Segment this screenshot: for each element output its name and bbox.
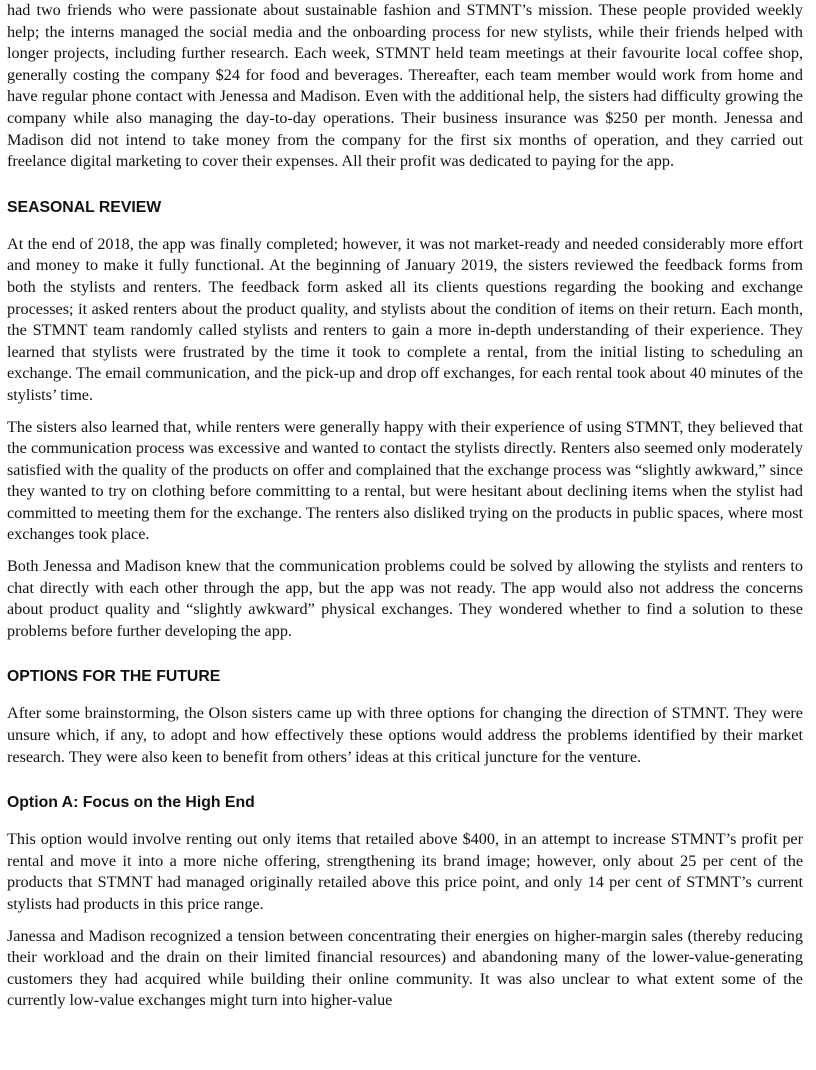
heading-options-future: OPTIONS FOR THE FUTURE — [7, 668, 221, 686]
paragraph-option-a-description: This option would involve renting out only items that retailed above $400, in an attempt to increase STMNT’s profit per rental and move it into a more niche offering, strengthening its brand image; however, only about 25 per cent of the products that STMNT had managed originally retailed above this price point, and only 14 per cent of STMNT’s current stylists had products in this price range. — [7, 830, 803, 913]
paragraph-option-a-tension: Janessa and Madison recognized a tension between concentrating their energies on higher-margin sales (thereby reducing their workload and the drain on their limited financial resources) and abandoning many of the lower-value-generating customers they had acquired while building their online community. It was also unclear to what extent some of the currently low-value exchanges might turn into higher-value — [7, 926, 803, 1010]
paragraph-app-feedback: At the end of 2018, the app was finally completed; however, it was not market-ready and needed considerably more effort and money to make it fully functional. At the beginning of January 2019, the sisters reviewed the feedback forms from both the stylists and renters. The feedback form asked all its clients questions regarding the booking and exchange processes; it asked renters about the product quality, and stylists about the condition of items on their return. Each month, the STMNT team randomly called stylists and renters to gain a more in-depth understanding of their experience. They learned that stylists were frustrated by the time it took to complete a rental, from the initial listing to scheduling an exchange. The email communication, and the pick-up and drop off exchanges, for each rental took about 40 minutes of the stylists’ time. — [7, 234, 803, 404]
paragraph-renter-feedback: The sisters also learned that, while renters were generally happy with their experience of using STMNT, they believed that the communication process was excessive and wanted to contact the stylists directly. Renters also seemed only moderately satisfied with the quality of the products on offer and complained that the exchange process was “slightly awkward,” since they wanted to try on clothing before committing to a rental, but were hesitant about declining items when the stylist had committed to meeting them for the exchange. The renters also disliked trying on the products in public spaces, where most exchanges took place. — [7, 417, 803, 544]
heading-seasonal-review: SEASONAL REVIEW — [7, 198, 162, 216]
heading-option-a: Option A: Focus on the High End — [7, 794, 255, 812]
document-page — [7, 0, 803, 1022]
paragraph-communication-problems: Both Jenessa and Madison knew that the communication problems could be solved by allowing the stylists and renters to chat directly with each other through the app, but the app was not ready. The app would also not address the concerns about product quality and “slightly awkward” physical exchanges. They wondered whether to find a solution to these problems before further developing the app. — [7, 557, 803, 640]
paragraph-brainstorming: After some brainstorming, the Olson sisters came up with three options for changing the direction of STMNT. They were unsure which, if any, to adopt and how effectively these options would address the problems identified by their market research. They were also keen to benefit from others’ ideas at this critical juncture for the venture. — [7, 704, 803, 766]
paragraph-team-help: had two friends who were passionate about sustainable fashion and STMNT’s mission. These people provided weekly help; the interns managed the social media and the onboarding process for new stylists, while their friends helped with longer projects, including further research. Each week, STMNT held team meetings at their favourite local coffee shop, generally costing the company $24 for food and beverages. Thereafter, each team member would work from home and have regular phone contact with Jenessa and Madison. Even with the additional help, the sisters had difficulty growing the company while also managing the day-to-day operations. Their business insurance was $250 per month. Jenessa and Madison did not intend to take money from the company for the first six months of operation, and they carried out freelance digital marketing to cover their expenses. All their profit was dedicated to paying for the app. — [7, 1, 803, 171]
